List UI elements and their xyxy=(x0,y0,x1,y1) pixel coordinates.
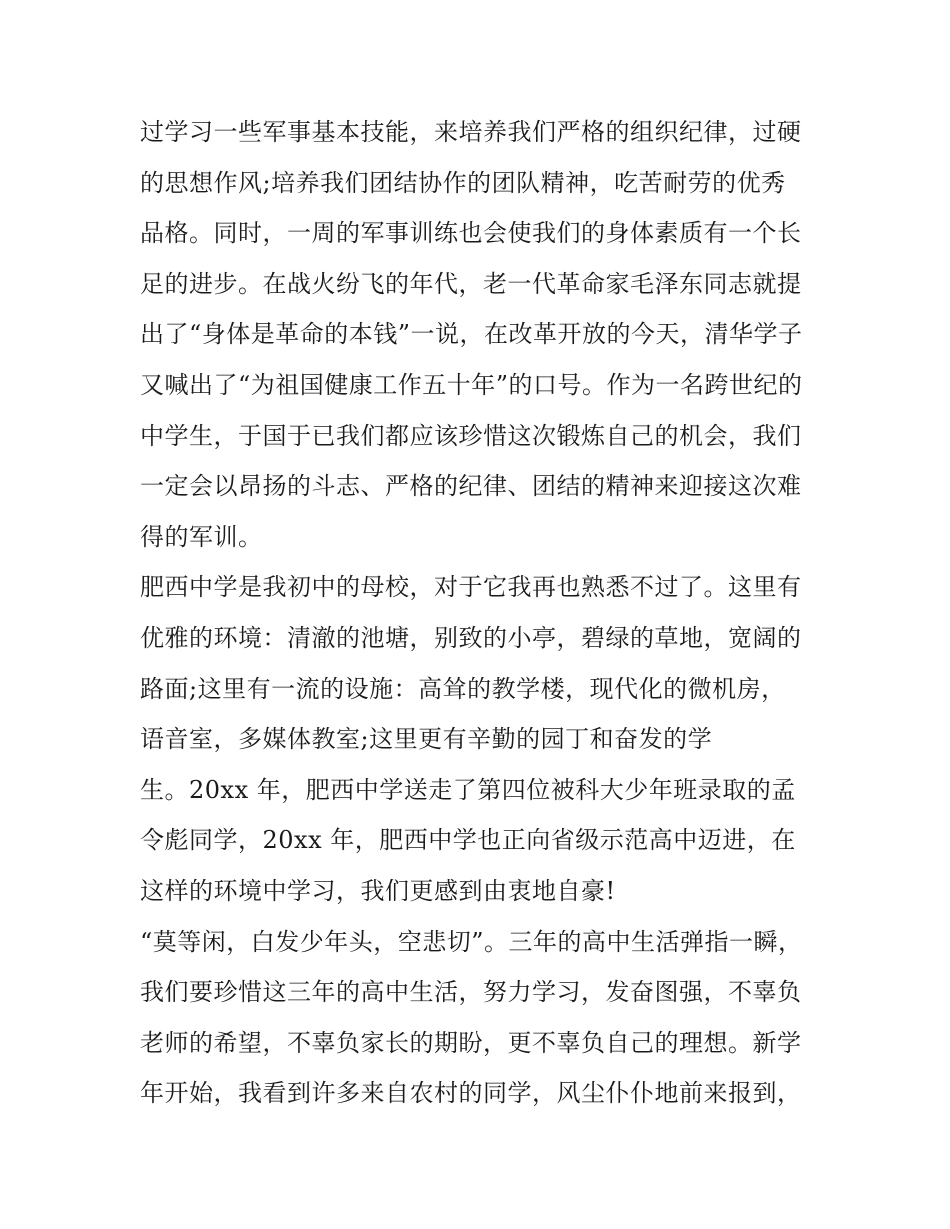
text-line: 的思想作风;培养我们团结协作的团队精神，吃苦耐劳的优秀 xyxy=(140,168,786,197)
text-line: 我们要珍惜这三年的高中生活，努力学习，发奋图强，不辜负 xyxy=(140,978,802,1007)
text-line: 语音室，多媒体教室;这里更有辛勤的园丁和奋发的学 xyxy=(140,725,713,754)
text-line: 这样的环境中学习，我们更感到由衷地自豪! xyxy=(140,876,616,905)
text-line: 出了“身体是革命的本钱”一说，在改革开放的今天，清华学子 xyxy=(140,320,803,349)
text-line: 优雅的环境：清澈的池塘，别致的小亭，碧绿的草地，宽阔的 xyxy=(140,623,802,652)
text-line: 中学生，于国于已我们都应该珍惜这次锻炼自己的机会，我们 xyxy=(140,421,802,450)
text-line: 令彪同学，20xx 年，肥西中学也正向省级示范高中迈进，在 xyxy=(140,826,796,855)
text-line: 路面;这里有一流的设施：高耸的教学楼，现代化的微机房， xyxy=(140,674,786,703)
text-line: 年开始，我看到许多来自农村的同学，风尘仆仆地前来报到， xyxy=(140,1079,802,1108)
text-line: 过学习一些军事基本技能，来培养我们严格的组织纪律，过硬 xyxy=(140,118,802,146)
text-line: 肥西中学是我初中的母校，对于它我再也熟悉不过了。这里有 xyxy=(140,573,802,602)
text-line: 又喊出了“为祖国健康工作五十年”的口号。作为一名跨世纪的 xyxy=(140,370,803,399)
text-line: 足的进步。在战火纷飞的年代，老一代革命家毛泽东同志就提 xyxy=(140,269,802,298)
text-line: 生。20xx 年，肥西中学送走了第四位被科大少年班录取的孟 xyxy=(140,775,796,804)
text-line: 品格。同时，一周的军事训练也会使我们的身体素质有一个长 xyxy=(140,219,802,248)
text-line: 得的军训。 xyxy=(140,522,263,551)
text-line: “莫等闲，白发少年头，空悲切”。三年的高中生活弹指一瞬， xyxy=(140,927,803,956)
text-line: 一定会以昂扬的斗志、严格的纪律、团结的精神来迎接这次难 xyxy=(140,472,802,501)
body-text xyxy=(140,107,830,1119)
text-line: 老师的希望，不辜负家长的期盼，更不辜负自己的理想。新学 xyxy=(140,1028,802,1057)
